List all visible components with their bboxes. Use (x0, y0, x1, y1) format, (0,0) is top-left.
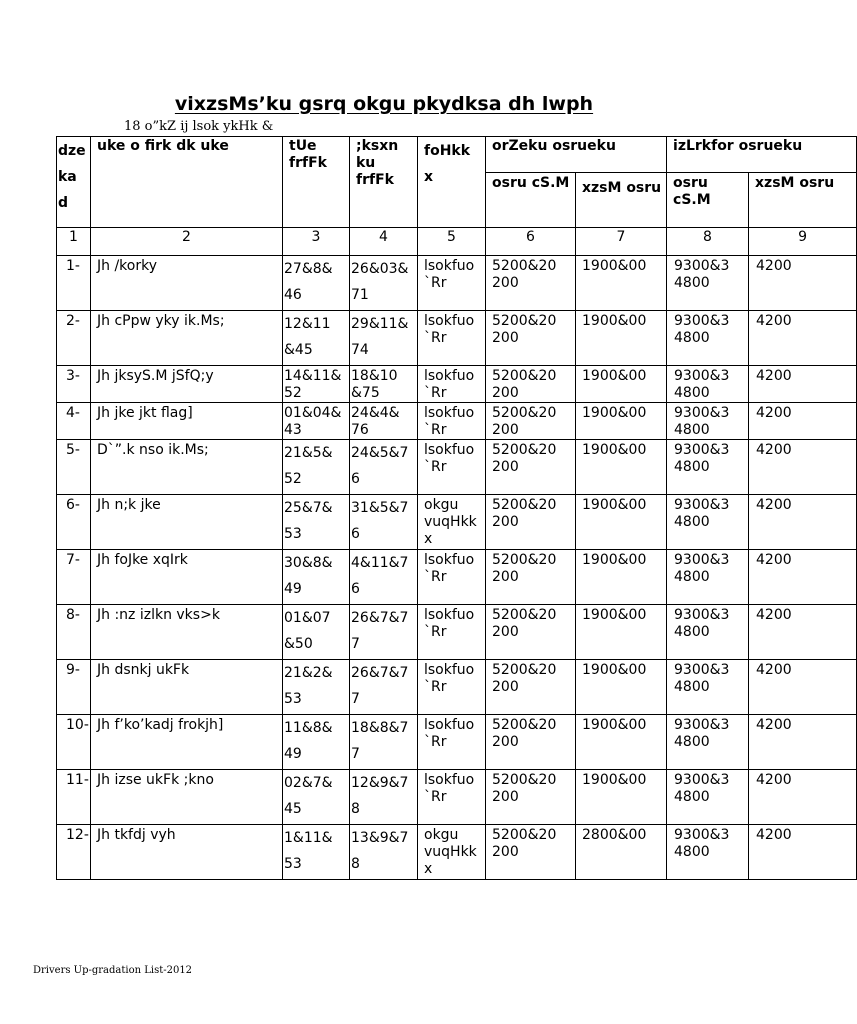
header-current-payband: osru cS.M (486, 173, 576, 228)
serial-cell: 5- (57, 440, 91, 495)
proposed-payband-cell: 9300&3 4800 (667, 605, 749, 660)
department-cell: lsokfuo `Rr (418, 770, 486, 825)
proposed-gradepay-cell: 4200 (749, 605, 857, 660)
dob-cell: 02&7& 45 (283, 770, 350, 825)
department-cell: okgu vuqHkk x (418, 495, 486, 550)
header-serial: dze ka d (57, 137, 91, 228)
dob-cell: 14&11& 52 (283, 366, 350, 403)
joining-date-cell: 26&7&7 7 (350, 605, 418, 660)
serial-cell: 7- (57, 550, 91, 605)
current-gradepay-cell: 1900&00 (576, 660, 667, 715)
joining-date-cell: 12&9&7 8 (350, 770, 418, 825)
table-row (57, 403, 857, 440)
current-payband-cell: 5200&20 200 (486, 550, 576, 605)
proposed-payband-cell: 9300&3 4800 (667, 825, 749, 880)
table-row (57, 715, 857, 770)
serial-cell: 10- (57, 715, 91, 770)
serial-cell: 12- (57, 825, 91, 880)
proposed-payband-cell: 9300&3 4800 (667, 550, 749, 605)
current-gradepay-cell: 1900&00 (576, 550, 667, 605)
current-payband-cell: 5200&20 200 (486, 770, 576, 825)
header-current-pay: orZeku osrueku (486, 137, 667, 173)
proposed-gradepay-cell: 4200 (749, 770, 857, 825)
serial-cell: 9- (57, 660, 91, 715)
column-number: 3 (283, 228, 350, 256)
name-cell: Jh foJke xqIrk (91, 550, 283, 605)
dob-cell: 25&7& 53 (283, 495, 350, 550)
document-subtitle: 18 o”kZ ij lsok ykHk & (124, 119, 274, 134)
dob-cell: 11&8& 49 (283, 715, 350, 770)
joining-date-cell: 4&11&7 6 (350, 550, 418, 605)
current-gradepay-cell: 1900&00 (576, 495, 667, 550)
current-gradepay-cell: 1900&00 (576, 605, 667, 660)
serial-cell: 4- (57, 403, 91, 440)
joining-date-cell: 31&5&7 6 (350, 495, 418, 550)
current-payband-cell: 5200&20 200 (486, 660, 576, 715)
header-proposed-pay: izLrkfor osrueku (667, 137, 857, 173)
serial-cell: 2- (57, 311, 91, 366)
column-number: 9 (749, 228, 857, 256)
current-gradepay-cell: 2800&00 (576, 825, 667, 880)
name-cell: D`”.k nso ik.Ms; (91, 440, 283, 495)
name-cell: Jh tkfdj vyh (91, 825, 283, 880)
department-cell: lsokfuo `Rr (418, 660, 486, 715)
name-cell: Jh jksyS.M jSfQ;y (91, 366, 283, 403)
serial-cell: 3- (57, 366, 91, 403)
proposed-payband-cell: 9300&3 4800 (667, 770, 749, 825)
name-cell: Jh izse ukFk ;kno (91, 770, 283, 825)
current-gradepay-cell: 1900&00 (576, 440, 667, 495)
dob-cell: 30&8& 49 (283, 550, 350, 605)
current-gradepay-cell: 1900&00 (576, 770, 667, 825)
dob-cell: 21&2& 53 (283, 660, 350, 715)
column-number-row (57, 228, 857, 256)
serial-cell: 6- (57, 495, 91, 550)
column-number: 1 (57, 228, 91, 256)
current-payband-cell: 5200&20 200 (486, 715, 576, 770)
name-cell: Jh n;k jke (91, 495, 283, 550)
current-gradepay-cell: 1900&00 (576, 256, 667, 311)
current-gradepay-cell: 1900&00 (576, 403, 667, 440)
dob-cell: 1&11& 53 (283, 825, 350, 880)
upgradation-table-container (56, 136, 835, 877)
table-row (57, 440, 857, 495)
department-cell: okgu vuqHkk x (418, 825, 486, 880)
footer-text: Drivers Up-gradation List-2012 (33, 965, 193, 976)
table-row (57, 605, 857, 660)
current-gradepay-cell: 1900&00 (576, 715, 667, 770)
table-row (57, 311, 857, 366)
table-row (57, 825, 857, 880)
department-cell: lsokfuo `Rr (418, 715, 486, 770)
column-number: 8 (667, 228, 749, 256)
name-cell: Jh f’ko’kadj frokjh] (91, 715, 283, 770)
department-cell: lsokfuo `Rr (418, 403, 486, 440)
table-row (57, 256, 857, 311)
joining-date-cell: 24&4& 76 (350, 403, 418, 440)
proposed-gradepay-cell: 4200 (749, 550, 857, 605)
proposed-payband-cell: 9300&3 4800 (667, 715, 749, 770)
current-payband-cell: 5200&20 200 (486, 311, 576, 366)
dob-cell: 12&11 &45 (283, 311, 350, 366)
column-number: 2 (91, 228, 283, 256)
column-number: 7 (576, 228, 667, 256)
department-cell: lsokfuo `Rr (418, 550, 486, 605)
table-row (57, 660, 857, 715)
dob-cell: 01&04& 43 (283, 403, 350, 440)
header-proposed-gradepay: xzsM osru (749, 173, 857, 228)
current-payband-cell: 5200&20 200 (486, 495, 576, 550)
header-row-1 (57, 137, 857, 173)
upgradation-table (56, 136, 857, 880)
current-gradepay-cell: 1900&00 (576, 366, 667, 403)
proposed-payband-cell: 9300&3 4800 (667, 366, 749, 403)
serial-cell: 11- (57, 770, 91, 825)
table-row (57, 495, 857, 550)
proposed-payband-cell: 9300&3 4800 (667, 440, 749, 495)
proposed-gradepay-cell: 4200 (749, 366, 857, 403)
name-cell: Jh dsnkj ukFk (91, 660, 283, 715)
joining-date-cell: 26&7&7 7 (350, 660, 418, 715)
serial-cell: 1- (57, 256, 91, 311)
header-current-gradepay: xzsM osru (576, 173, 667, 228)
current-payband-cell: 5200&20 200 (486, 825, 576, 880)
current-payband-cell: 5200&20 200 (486, 440, 576, 495)
department-cell: lsokfuo `Rr (418, 605, 486, 660)
current-gradepay-cell: 1900&00 (576, 311, 667, 366)
current-payband-cell: 5200&20 200 (486, 256, 576, 311)
proposed-payband-cell: 9300&3 4800 (667, 660, 749, 715)
department-cell: lsokfuo `Rr (418, 256, 486, 311)
department-cell: lsokfuo `Rr (418, 366, 486, 403)
joining-date-cell: 24&5&7 6 (350, 440, 418, 495)
proposed-gradepay-cell: 4200 (749, 403, 857, 440)
header-proposed-payband: osru cS.M (667, 173, 749, 228)
proposed-gradepay-cell: 4200 (749, 825, 857, 880)
column-number: 5 (418, 228, 486, 256)
dob-cell: 01&07 &50 (283, 605, 350, 660)
name-cell: Jh jke jkt flag] (91, 403, 283, 440)
serial-cell: 8- (57, 605, 91, 660)
column-number: 6 (486, 228, 576, 256)
joining-date-cell: 26&03& 71 (350, 256, 418, 311)
header-dob: tUe frfFk (283, 137, 350, 228)
joining-date-cell: 18&8&7 7 (350, 715, 418, 770)
joining-date-cell: 18&10 &75 (350, 366, 418, 403)
header-joining-date: ;ksxn ku frfFk (350, 137, 418, 228)
proposed-gradepay-cell: 4200 (749, 715, 857, 770)
department-cell: lsokfuo `Rr (418, 440, 486, 495)
dob-cell: 21&5& 52 (283, 440, 350, 495)
current-payband-cell: 5200&20 200 (486, 366, 576, 403)
proposed-payband-cell: 9300&3 4800 (667, 403, 749, 440)
table-row (57, 366, 857, 403)
table-row (57, 550, 857, 605)
name-cell: Jh :nz izlkn vks>k (91, 605, 283, 660)
joining-date-cell: 29&11& 74 (350, 311, 418, 366)
document-title: vixzsMs’ku gsrq okgu pkydksa dh lwph (174, 93, 594, 115)
proposed-payband-cell: 9300&3 4800 (667, 256, 749, 311)
name-cell: Jh cPpw yky ik.Ms; (91, 311, 283, 366)
table-body (57, 256, 857, 880)
column-number: 4 (350, 228, 418, 256)
proposed-gradepay-cell: 4200 (749, 660, 857, 715)
proposed-gradepay-cell: 4200 (749, 256, 857, 311)
header-department: foHkk x (418, 137, 486, 228)
department-cell: lsokfuo `Rr (418, 311, 486, 366)
current-payband-cell: 5200&20 200 (486, 403, 576, 440)
joining-date-cell: 13&9&7 8 (350, 825, 418, 880)
proposed-payband-cell: 9300&3 4800 (667, 495, 749, 550)
proposed-gradepay-cell: 4200 (749, 440, 857, 495)
proposed-payband-cell: 9300&3 4800 (667, 311, 749, 366)
dob-cell: 27&8& 46 (283, 256, 350, 311)
current-payband-cell: 5200&20 200 (486, 605, 576, 660)
name-cell: Jh /korky (91, 256, 283, 311)
proposed-gradepay-cell: 4200 (749, 495, 857, 550)
table-row (57, 770, 857, 825)
header-name: uke o firk dk uke (91, 137, 283, 228)
proposed-gradepay-cell: 4200 (749, 311, 857, 366)
